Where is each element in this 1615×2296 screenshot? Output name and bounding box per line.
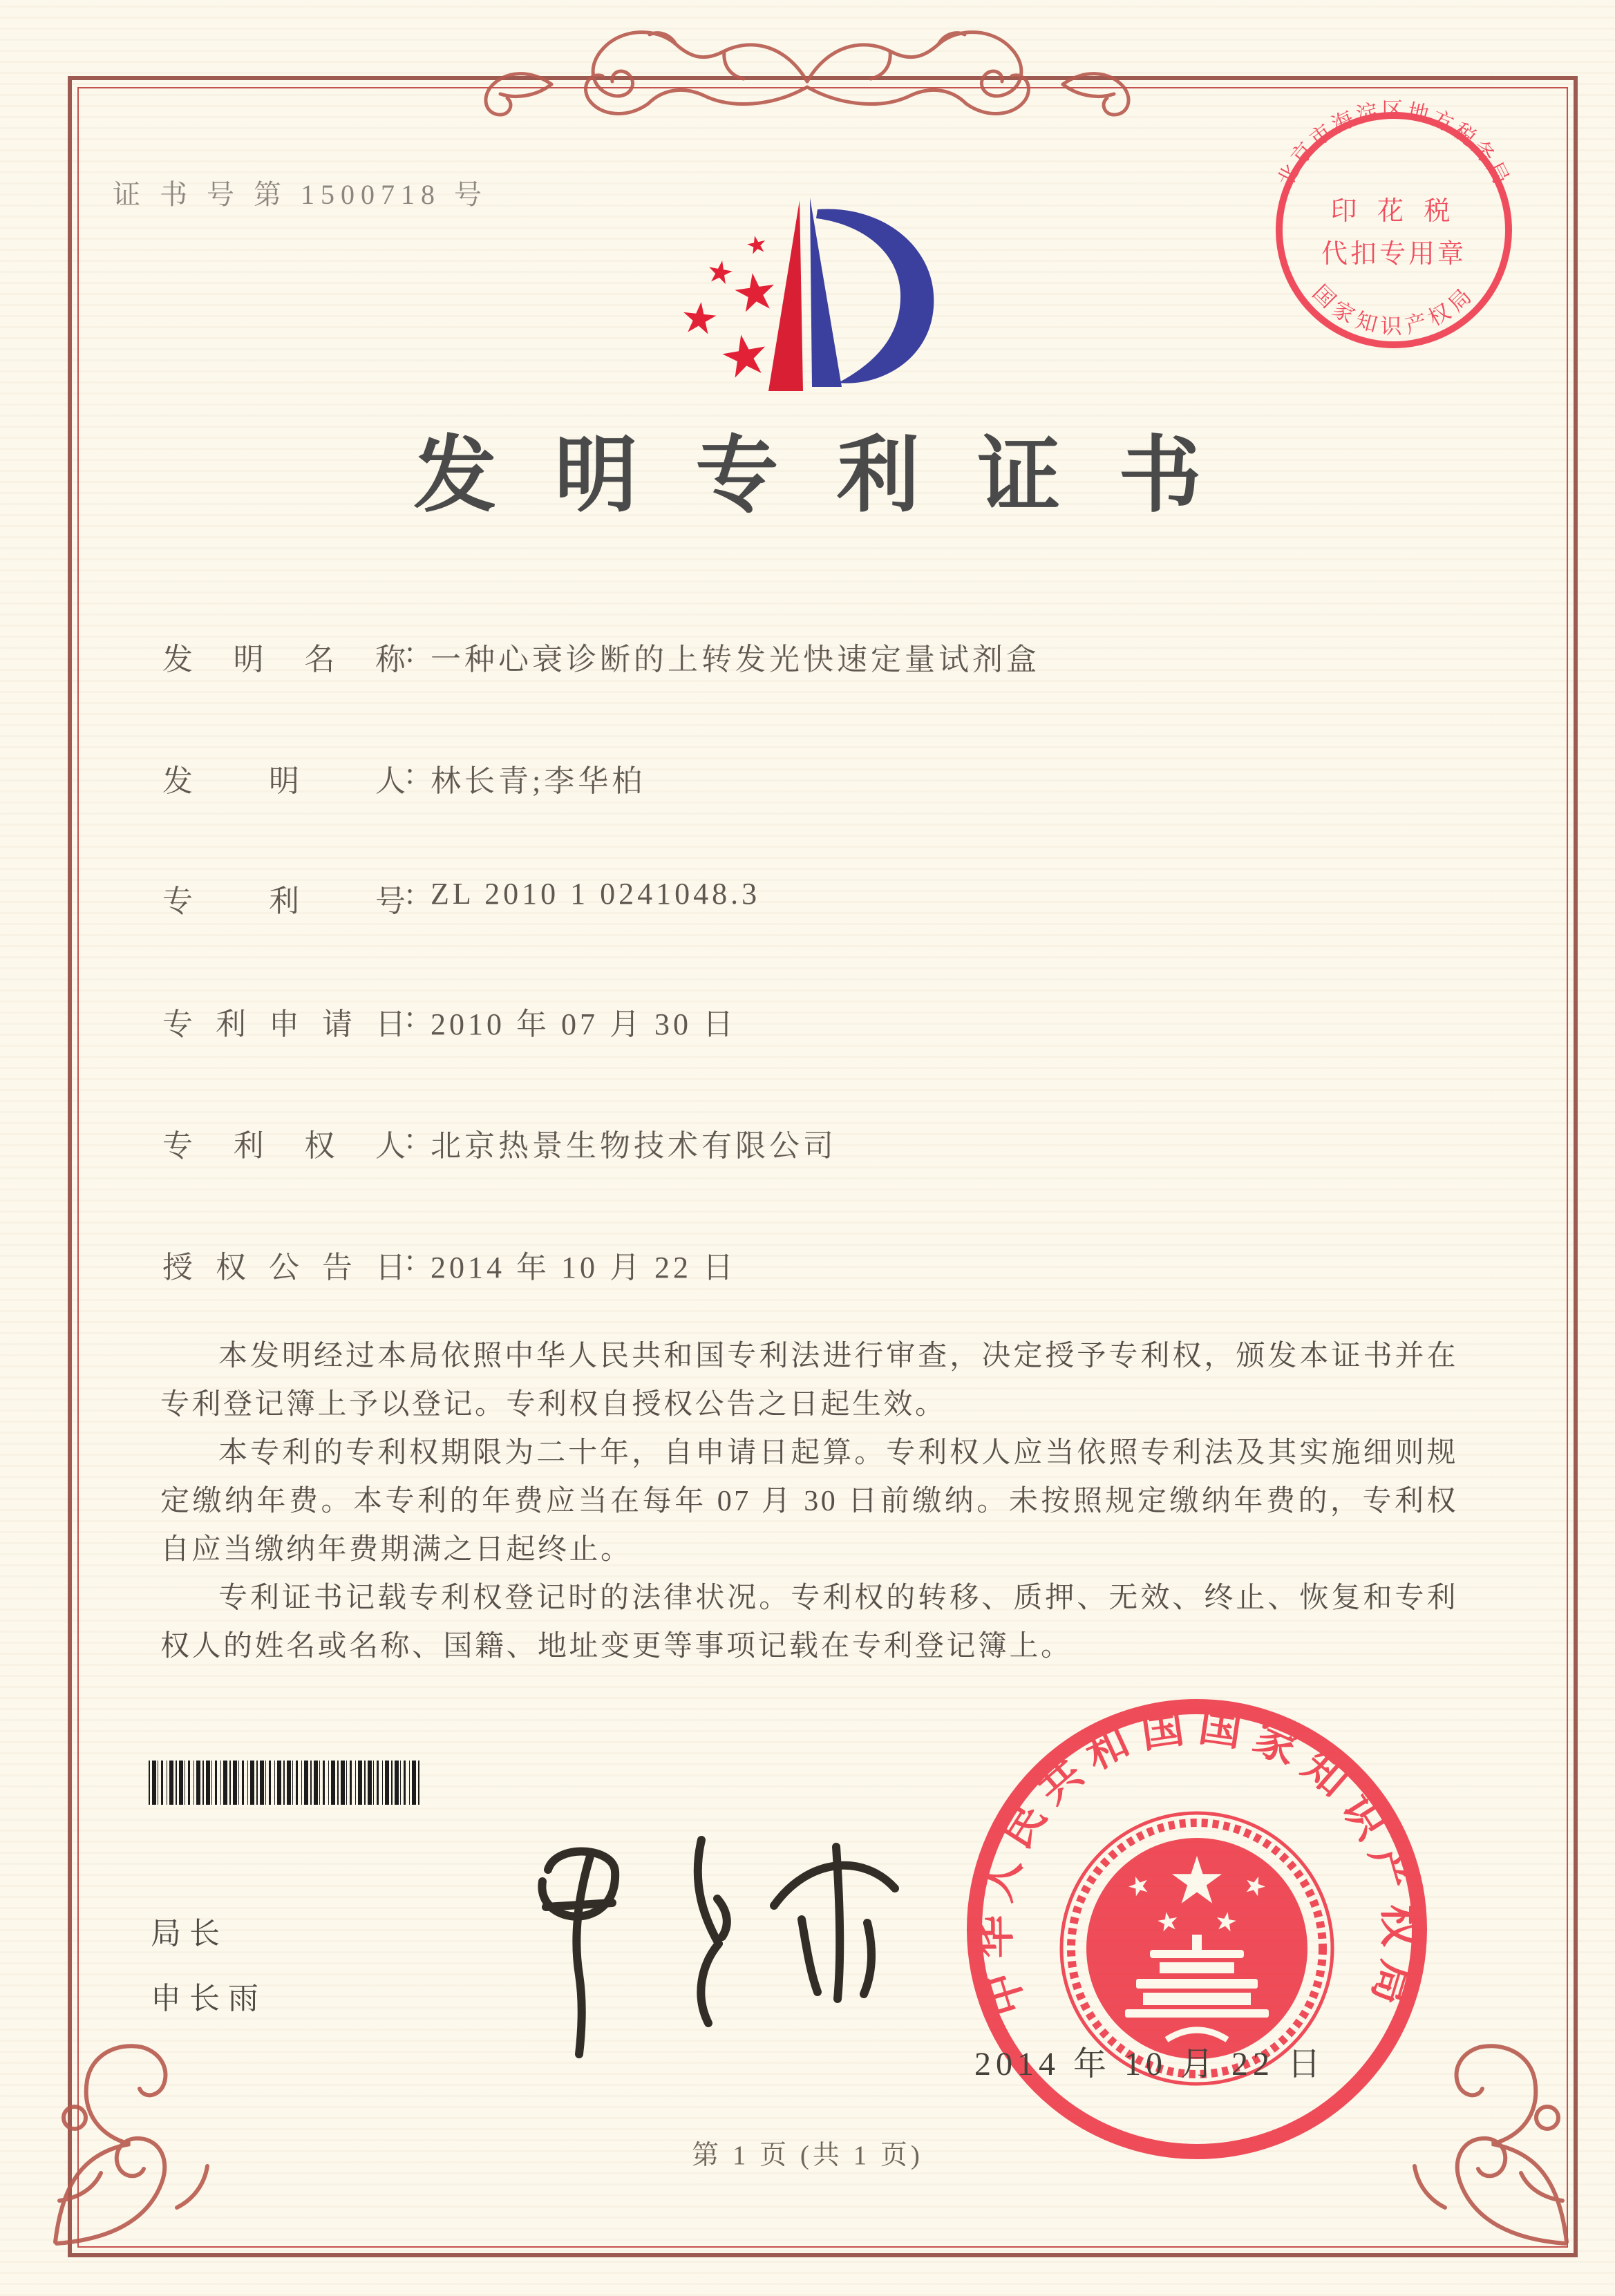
field-value: 2010 年 07 月 30 日: [431, 1007, 737, 1041]
field-patent-number: [162, 876, 760, 920]
legal-paragraph-3: 专利证书记载专利权登记时的法律状况。专利权的转移、质押、无效、终止、恢复和专利权人的姓名或名称、国籍、地址变更等事项记载在专利登记簿上。: [160, 1582, 1458, 1662]
field-patentee: [162, 1121, 837, 1165]
sipo-official-seal: [962, 1694, 1432, 2164]
legal-paragraph-1: 本发明经过本局依照中华人民共和国专利法进行审查，决定授予专利权，颁发本证书并在专利登记簿上予以登记。专利权自授权公告之日起生效。: [160, 1340, 1458, 1421]
page-footer: 第 1 页 (共 1 页): [692, 2141, 923, 2170]
field-value: 北京热景生物技术有限公司: [431, 1129, 837, 1163]
tax-stamp-arc-bottom: 国家知识产权局: [1307, 280, 1480, 339]
field-value: 一种心衰诊断的上转发光快速定量试剂盒: [431, 643, 1040, 676]
logo-stars-icon: [681, 234, 777, 379]
tax-stamp-arc-top: 北京市海淀区地方税务局: [1272, 98, 1515, 191]
director-title-label: 局长: [151, 1917, 228, 1951]
certificate-number: 证 书 号 第 1500718 号: [113, 179, 488, 210]
sipo-logo-icon: [639, 171, 950, 413]
field-label: 发明人: [162, 764, 406, 798]
field-invention-name: [162, 634, 1040, 679]
field-label: 专利号: [162, 884, 406, 918]
field-colon: :: [406, 1243, 415, 1277]
field-colon: :: [406, 877, 415, 911]
director-name-label: 申长雨: [151, 1982, 267, 2015]
field-label: 专利权人: [162, 1129, 406, 1163]
field-label: 发明名称: [162, 643, 406, 676]
tax-stamp-line2: 代扣专用章: [1321, 240, 1467, 269]
barcode: [149, 1761, 419, 1805]
field-colon: :: [406, 757, 415, 790]
legal-text-block: [160, 1332, 1458, 1671]
legal-paragraph-2: 本专利的专利权期限为二十年，自申请日起算。专利权人应当依照专利法及其实施细则规定缴纳年费。本专利的年费应当在每年 07 月 30 日前缴纳。未按照规定缴纳年费的，专利权自应当缴纳年费期满之日起终止。: [160, 1437, 1458, 1566]
svg-text:北京市海淀区地方税务局: [1273, 98, 1515, 190]
top-scroll-ornament: [427, 18, 1187, 122]
field-filing-date: [162, 999, 737, 1043]
field-inventors: [162, 756, 645, 800]
field-value: 2014 年 10 月 22 日: [431, 1251, 737, 1284]
field-colon: :: [406, 1121, 415, 1155]
issue-date: 2014 年 10 月 22 日: [974, 2046, 1326, 2082]
field-colon: :: [406, 1000, 415, 1034]
field-label: 专利申请日: [162, 1007, 406, 1041]
field-colon: :: [406, 635, 415, 669]
office-seal-arc-text: 中华人民共和国国家知识产权局: [971, 1702, 1423, 2021]
document-title: 发明专利证书: [413, 430, 1260, 522]
logo-blue-spire: [810, 198, 842, 387]
field-value: ZL 2010 1 0241048.3: [431, 877, 761, 911]
field-label: 授权公告日: [162, 1251, 406, 1284]
logo-red-spire: [768, 200, 803, 391]
director-signature-icon: [415, 1816, 912, 2092]
field-grant-date: [162, 1242, 737, 1287]
field-value: 林长青;李华柏: [431, 764, 646, 798]
tax-stamp-line1: 印 花 税: [1330, 197, 1457, 226]
stamp-tax-seal: [1259, 88, 1529, 372]
